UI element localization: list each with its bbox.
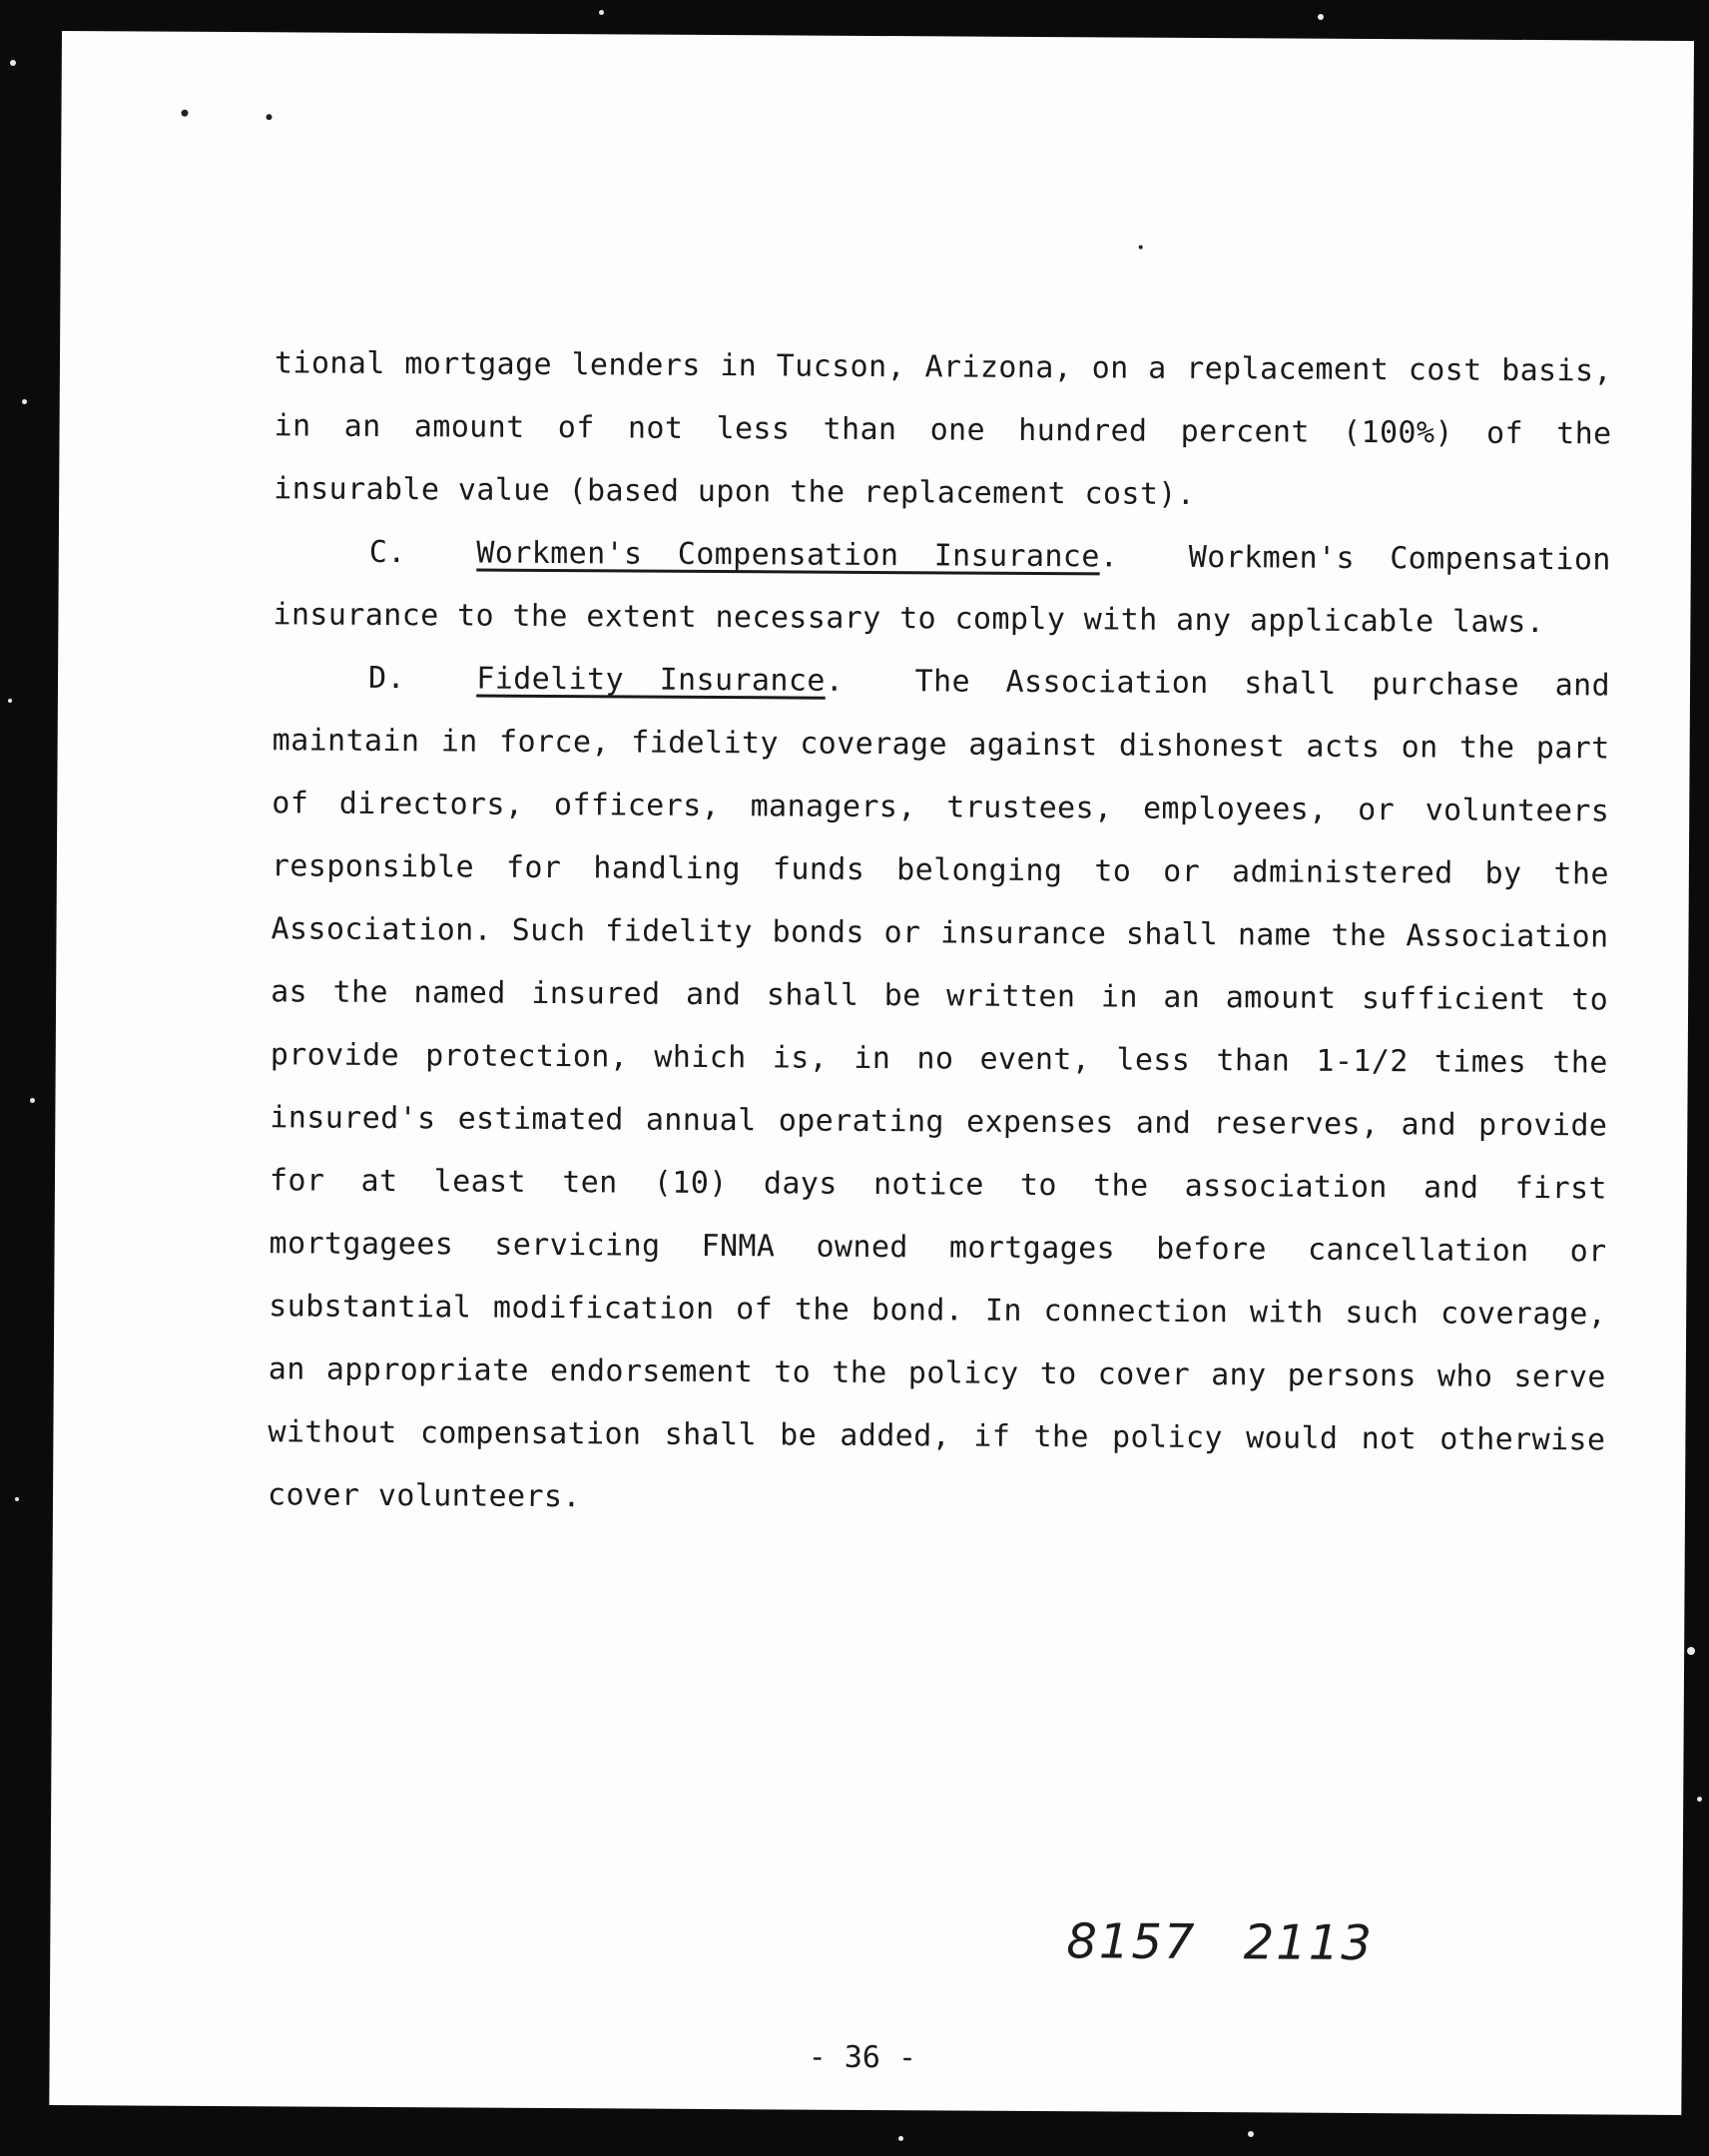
section-label: C. <box>368 534 406 571</box>
section-c: C. Workmen's Compensation Insurance. Workmen's Compensation insurance to the extent necessary to comply with any applicable laws. <box>273 534 1611 641</box>
document-page <box>49 31 1694 2115</box>
scan-speck <box>30 1098 35 1103</box>
section-heading: Workmen's Compensation Insurance <box>476 535 1100 575</box>
section-d: D. Fidelity Insurance. The Association shall purchase and maintain in force, fidelity coverage against dishonest acts on the part of directors, officers, managers, trustees, employees, or volunteers responsible for handling funds belonging to or administered by the Association. Such fidelity bonds or insurance shall name the Association as the named insured and shall be written in an amount sufficient to provide protection, which is, in no event, less than 1-1/2 times the insured's estimated annual operating expenses and reserves, and provide for at least ten (10) days notice to the association and first mortgagees servicing FNMA owned mortgages before cancellation or substantial modification of the bond. In connection with such coverage, an appropriate endorsement to the policy to cover any persons who serve without compensation shall be added, if the policy would not otherwise cover volunteers. <box>267 660 1611 1515</box>
page-number: - 36 - <box>808 2039 917 2076</box>
paragraph-text: Workmen's Compensation insurance to the extent necessary to comply with any applicable laws. <box>273 539 1611 641</box>
section-label: D. <box>367 660 406 697</box>
scan-speck <box>22 399 27 404</box>
scan-speck <box>1687 1647 1695 1655</box>
scan-speck <box>1697 1797 1702 1802</box>
scan-speck <box>8 699 12 703</box>
scan-speck <box>898 2136 903 2141</box>
stray-mark <box>181 110 188 117</box>
scan-speck <box>1248 2131 1254 2137</box>
scan-speck <box>15 1497 19 1501</box>
section-heading: Fidelity Insurance <box>476 661 826 699</box>
stray-mark <box>1139 246 1143 250</box>
paragraph-text: tional mortgage lenders in Tucson, Arizona, on a replacement cost basis, in an amount of not less than one hundred percent (100%) of the insurable value (based upon the replacement cost). <box>274 345 1613 512</box>
stray-mark <box>266 114 272 120</box>
document-body <box>268 331 1612 1534</box>
paragraph-continuation <box>274 331 1612 528</box>
scan-speck <box>1318 14 1324 20</box>
scan-speck <box>599 10 604 15</box>
scan-speck <box>10 60 16 66</box>
handwritten-record-number: 8157 2113 <box>1066 1913 1375 1972</box>
paragraph-text: The Association shall purchase and maintain in force, fidelity coverage against dishonest acts on the part of directors, officers, managers, trustees, employees, or volunteers responsible for handling funds belonging to or administered by the Association. Such fidelity bonds or insurance shall name the Association as the named insured and shall be written in an amount sufficient to provide protection, which is, in no event, less than 1-1/2 times the insured's estimated annual operating expenses and reserves, and provide for at least ten (10) days notice to the association and first mortgagees servicing FNMA owned mortgages before cancellation or substantial modification of the bond. In connection with such coverage, an appropriate endorsement to the policy to cover any persons who serve without compensation shall be added, if the policy would not otherwise cover volunteers. <box>267 664 1611 1515</box>
